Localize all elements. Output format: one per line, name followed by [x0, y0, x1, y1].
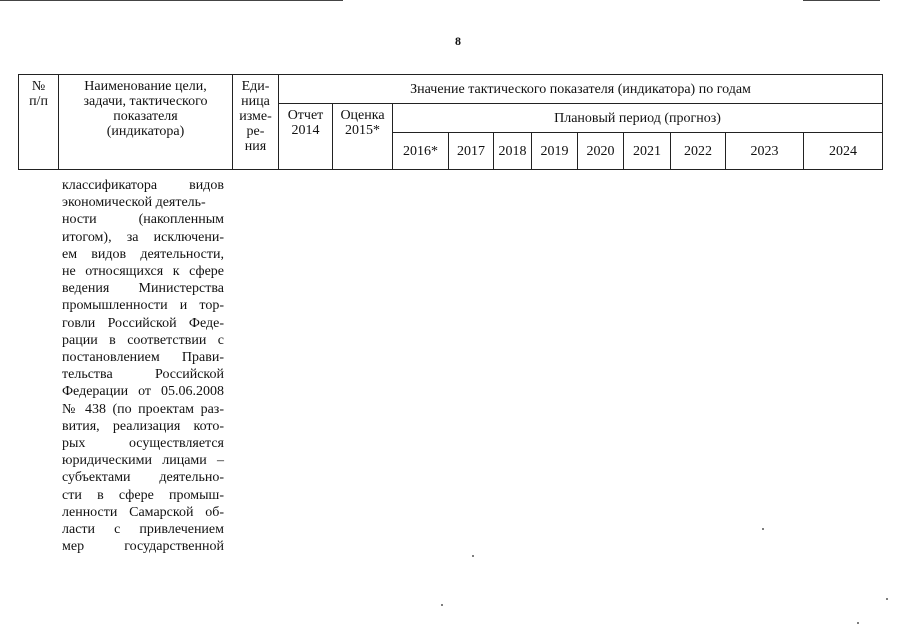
text-line: Федерации от 05.06.2008 [62, 384, 224, 400]
col-header-year: 2021 [624, 133, 671, 170]
text-line: ности (накопленным [62, 212, 224, 228]
col-header-unit: Еди- ница изме- ре- ния [233, 75, 279, 170]
col-header-values-by-year: Значение тактического показателя (индикатора) по годам [279, 75, 883, 104]
text-line: ленности Самарской об- [62, 504, 224, 520]
text-line: тельства Российской [62, 367, 224, 383]
text-line: классификатора видов [62, 178, 224, 193]
col-header-year: 2020 [578, 133, 624, 170]
text-line: экономической деятель- [62, 195, 206, 211]
text-line: рых осуществляется [62, 436, 224, 452]
top-rule-right [803, 0, 880, 1]
text-line: итогом), за исключени- [62, 229, 224, 245]
col-header-report-2014: Отчет 2014 [279, 104, 333, 170]
top-rule-left [0, 0, 343, 1]
col-header-number: № п/п [19, 75, 59, 170]
col-header-year: 2023 [726, 133, 804, 170]
text-line: сти в сфере промыш- [62, 487, 224, 503]
text-line: постановлением Прави- [62, 350, 224, 366]
text-line: вития, реализация кото- [62, 418, 224, 434]
col-header-year: 2016* [393, 133, 449, 170]
col-header-year: 2019 [532, 133, 578, 170]
text-line: ласти с привлечением [62, 522, 224, 538]
text-line: мер государственной [62, 539, 224, 555]
scan-speck [472, 555, 474, 557]
text-line: ем видов деятельности, [62, 246, 224, 262]
col-header-year: 2017 [449, 133, 494, 170]
col-header-year: 2024 [804, 133, 883, 170]
text-line: юридическими лицами – [62, 453, 224, 469]
text-line: не относящихся к сфере [62, 264, 224, 280]
scan-speck [857, 622, 859, 624]
indicator-description [62, 177, 224, 555]
col-header-year: 2018 [494, 133, 532, 170]
text-line: говли Российской Феде- [62, 315, 224, 331]
scan-speck [441, 604, 443, 606]
text-line: субъектами деятельно- [62, 470, 224, 486]
indicator-table-header [18, 74, 883, 170]
text-line: рации в соответствии с [62, 332, 224, 348]
text-line: промышленности и тор- [62, 298, 224, 314]
col-header-name: Наименование цели, задачи, тактического показателя (индикатора) [59, 75, 233, 170]
page-number: 8 [455, 34, 461, 48]
text-line: ведения Министерства [62, 281, 224, 297]
text-line: № 438 (по проектам раз- [62, 401, 224, 417]
col-header-estimate-2015: Оценка 2015* [333, 104, 393, 170]
col-header-year: 2022 [671, 133, 726, 170]
scan-speck [762, 528, 764, 530]
scan-speck [886, 598, 888, 600]
col-header-plan-period: Плановый период (прогноз) [393, 104, 883, 133]
